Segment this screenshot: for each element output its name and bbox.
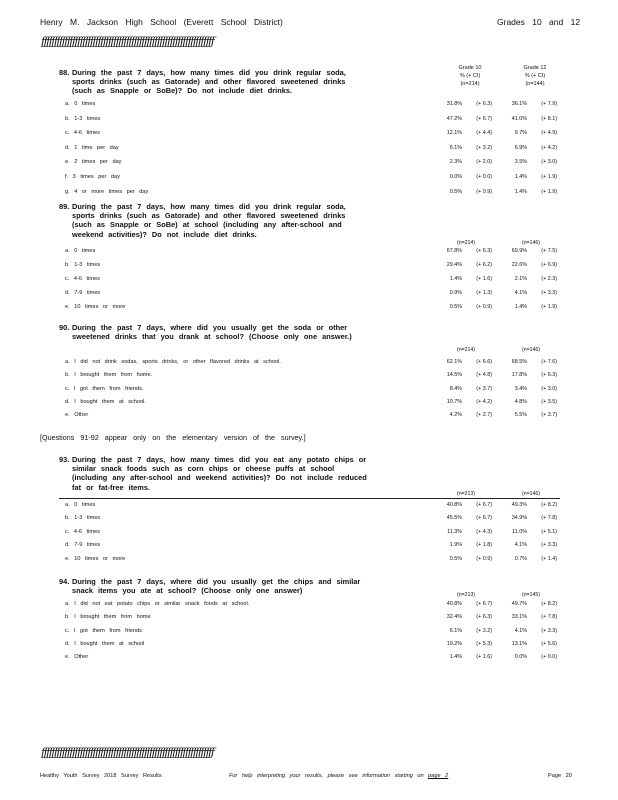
grade12-ci: (+ 3.3) [541, 542, 557, 548]
answer-option-label: d. 1 time per day [65, 145, 119, 151]
grade12-column-header [505, 64, 565, 88]
grade10-percent: 62.1% [446, 359, 462, 365]
grade10-ci: (+ 0.0) [476, 174, 492, 180]
grade10-ci: (+ 6.7) [476, 116, 492, 122]
grade10-ci: (+ 1.6) [476, 654, 492, 660]
grade10-ci: (+ 0.9) [476, 556, 492, 562]
grade10-ci: (+ 3.2) [476, 628, 492, 634]
grade10-ci: (+ 6.3) [476, 614, 492, 620]
grade10-ci: (+ 4.3) [476, 529, 492, 535]
grade10-percent: 0.0% [449, 174, 462, 180]
answer-option-label: e. 2 times per day [65, 159, 122, 165]
answer-option-label: a. 0 times [65, 101, 96, 107]
grade12-ci: (+ 4.9) [541, 130, 557, 136]
grade12-percent: 2.1% [514, 276, 527, 282]
grade10-label: Grade 10 [458, 65, 482, 71]
grade10-percent: 47.2% [446, 116, 462, 122]
answer-option-label: g. 4 or more times per day [65, 189, 149, 195]
grades-header: Grades 10 and 12 [497, 17, 581, 27]
answer-option-label: c. I got them from friends. [65, 386, 144, 392]
grade10-ci: (+ 1.8) [476, 542, 492, 548]
grade12-label: Grade 12 [523, 65, 547, 71]
grade12-ci: (+ 7.9) [541, 101, 557, 107]
grade10-ci: (+ 4.2) [476, 399, 492, 405]
question-94: 94. During the past 7 days, where did you usually get the chips and similar snack items you ate at school? (Choose only one answer) [59, 577, 361, 596]
answer-option-label: e. 10 times or more [65, 304, 126, 310]
grade10-ci: (+ 6.2) [476, 262, 492, 268]
grade12-ci: (+ 7.6) [541, 359, 557, 365]
footer-help-prefix: For help interpreting your results, please see information starting on [229, 773, 424, 779]
grade10-percent: 67.8% [446, 248, 462, 254]
footer-page-link[interactable]: page 2 [428, 773, 449, 779]
grade10-percent: 14.5% [446, 372, 462, 378]
question-89: 89. During the past 7 days, how many times did you drink regular soda, sports drinks (such as Gatorade) and other flavored sweetened drinks (such as Snapple or SoBe) at school (including any after-school and weekend activities)? Do not include diet drinks. [59, 202, 346, 239]
grade10-percent: 0.9% [449, 290, 462, 296]
grade12-ci: (+ 4.2) [541, 145, 557, 151]
answer-option-label: d. I bought them at school. [65, 399, 146, 405]
grade12-ci: (+ 3.0) [541, 159, 557, 165]
grade12-ci: (+ 1.9) [541, 174, 557, 180]
footer-page-number: Page 20 [548, 773, 572, 779]
grade12-ci: (+ 8.2) [541, 601, 557, 607]
grade10-percent: 32.4% [446, 614, 462, 620]
grade12-percent: 3.4% [514, 386, 527, 392]
answer-option-label: b. 1-3 times [65, 116, 101, 122]
grade10-n: (n=214) [460, 81, 480, 87]
grade10-percent: 0.5% [449, 189, 462, 195]
answer-option-label: a. I did not drink sodas, sports drinks, or other flavored drinks at school. [65, 359, 281, 365]
answer-option-label: b. I brought them from home. [65, 372, 153, 378]
question-88: 88. During the past 7 days, how many times did you drink regular soda, sports drinks (such as Gatorade) and other flavored sweetened drinks (such as Snapple or SoBe)? Do not include diet drinks. [59, 68, 346, 96]
q94-n-grade10: (n=213) [457, 592, 476, 598]
grade10-ci: (+ 6.3) [476, 101, 492, 107]
grade12-ci: (+ 8.1) [541, 116, 557, 122]
grade10-percent: 12.1% [446, 130, 462, 136]
grade12-percent: 1.4% [514, 174, 527, 180]
grade12-ci: (+ 8.2) [541, 502, 557, 508]
q93-n-grade12: (n=146) [522, 491, 541, 497]
grade12-percent: 0.7% [514, 556, 527, 562]
grade12-ci: (+ 2.3) [541, 276, 557, 282]
q93-divider [59, 498, 560, 499]
grade10-percent: 11.3% [447, 529, 462, 535]
answer-option-label: d. 7-9 times [65, 290, 101, 296]
grade12-ci: (+ 3.7) [541, 412, 557, 418]
grade12-percent: 22.6% [511, 262, 527, 268]
grade12-ci: (+ 0.0) [541, 654, 557, 660]
grade12-ci: (+ 6.9) [541, 262, 557, 268]
grade12-percent: 68.5% [511, 359, 527, 365]
answer-option-label: b. I brought them from home [65, 614, 151, 620]
grade10-percent: 8.4% [449, 386, 462, 392]
grade12-percent: 11.0% [512, 529, 527, 535]
grade10-stat-label: % (+ CI) [459, 73, 481, 79]
grade10-percent: 31.8% [446, 101, 462, 107]
grade10-ci: (+ 6.3) [476, 248, 492, 254]
grade12-ci: (+ 3.0) [541, 386, 557, 392]
answer-option-label: d. 7-9 times [65, 542, 101, 548]
grade10-ci: (+ 1.6) [476, 276, 492, 282]
grade12-percent: 4.8% [514, 399, 527, 405]
grade12-ci: (+ 3.5) [541, 399, 557, 405]
grade10-ci: (+ 1.3) [476, 290, 492, 296]
grade10-percent: 1.9% [449, 542, 462, 548]
grade12-ci: (+ 6.3) [541, 372, 557, 378]
answer-option-label: c. 4-6 times [65, 130, 100, 136]
answer-option-label: e. 10 times or more [65, 556, 126, 562]
grade10-column-header [440, 64, 500, 88]
answer-option-label: c. 4-6 times [65, 529, 100, 535]
grade10-ci: (+ 4.8) [476, 372, 492, 378]
grade12-percent: 13.1% [511, 641, 527, 647]
question-90: 90. During the past 7 days, where did you usually get the soda or other sweetened drinks that you drank at school? (Choose only one answer.) [59, 323, 352, 342]
answer-option-label: a. 0 times [65, 248, 96, 254]
answer-option-label: b. 1-3 times [65, 515, 101, 521]
grade12-percent: 17.8% [511, 372, 527, 378]
grade12-percent: 3.5% [514, 159, 527, 165]
grade10-ci: (+ 5.3) [476, 641, 492, 647]
grade12-percent: 33.1% [511, 614, 527, 620]
grade12-percent: 69.9% [511, 248, 527, 254]
answer-option-label: a. 0 times [65, 502, 96, 508]
grade10-percent: 0.5% [449, 304, 462, 310]
grade10-percent: 45.5% [446, 515, 462, 521]
grade12-percent: 4.1% [514, 628, 527, 634]
grade12-ci: (+ 1.9) [541, 189, 557, 195]
grade12-stat-label: % (+ CI) [524, 73, 546, 79]
grade12-ci: (+ 7.5) [541, 248, 557, 254]
survey-note: [Questions 91-92 appear only on the elementary version of the survey.] [40, 433, 306, 442]
footer-help-text [229, 773, 448, 779]
grade12-n: (n=144) [525, 81, 545, 87]
grade12-percent: 49.3% [511, 502, 527, 508]
answer-option-label: f. 3 times per day [65, 174, 120, 180]
grade12-ci: (+ 3.3) [541, 628, 557, 634]
question-93: 93. During the past 7 days, how many times did you eat any potato chips or similar snack foods such as corn chips or cheese puffs at school (including any after-school and weekend activities)? Do not include reduced fat or fat-free items. [59, 455, 367, 492]
footer-survey-title: Healthy Youth Survey 2018 Survey Results [40, 773, 162, 779]
q93-n-grade10: (n=213) [457, 491, 476, 497]
q89-n-grade12: (n=146) [522, 240, 541, 246]
answer-option-label: a. I did not eat potato chips or similar snack foods at school. [65, 601, 250, 607]
grade10-ci: (+ 2.0) [476, 159, 492, 165]
grade10-ci: (+ 3.2) [476, 145, 492, 151]
grade12-percent: 1.4% [514, 189, 527, 195]
grade10-ci: (+ 3.7) [476, 386, 492, 392]
grade10-ci: (+ 0.9) [476, 304, 492, 310]
grade12-ci: (+ 1.9) [541, 304, 557, 310]
grade10-ci: (+ 0.9) [476, 189, 492, 195]
grade12-ci: (+ 5.1) [541, 529, 557, 535]
grade12-percent: 9.7% [514, 130, 527, 136]
grade10-ci: (+ 6.7) [476, 515, 492, 521]
grade12-ci: (+ 7.8) [541, 515, 557, 521]
grade10-ci: (+ 2.7) [476, 412, 492, 418]
grade10-percent: 10.7% [446, 399, 462, 405]
grade12-percent: 5.5% [514, 412, 527, 418]
grade10-ci: (+ 6.7) [476, 601, 492, 607]
grade12-ci: (+ 1.4) [541, 556, 557, 562]
q94-n-grade12: (n=145) [522, 592, 541, 598]
q90-n-grade12: (n=146) [522, 347, 541, 353]
grade12-percent: 49.7% [511, 601, 527, 607]
grade10-ci: (+ 6.6) [476, 359, 492, 365]
grade10-percent: 1.4% [449, 654, 462, 660]
grade12-percent: 6.9% [514, 145, 527, 151]
grade12-percent: 36.1% [511, 101, 527, 107]
answer-option-label: b. 1-3 times [65, 262, 101, 268]
school-header: Henry M. Jackson High School (Everett School District) [40, 17, 283, 27]
grade12-ci: (+ 7.8) [541, 614, 557, 620]
grade10-percent: 0.5% [449, 556, 462, 562]
grade10-percent: 4.2% [449, 412, 462, 418]
q90-n-grade10: (n=214) [457, 347, 476, 353]
answer-option-label: e. Other [65, 412, 89, 418]
grade10-ci: (+ 6.7) [476, 502, 492, 508]
answer-option-label: d. I bought them at school [65, 641, 145, 647]
answer-option-label: e. Other [65, 654, 89, 660]
grade10-percent: 1.4% [449, 276, 462, 282]
grade12-percent: 41.0% [511, 116, 527, 122]
grade12-percent: 34.9% [511, 515, 527, 521]
grade12-percent: 1.4% [514, 304, 527, 310]
grade12-ci: (+ 3.3) [541, 290, 557, 296]
grade12-ci: (+ 5.6) [541, 641, 557, 647]
grade10-percent: 2.3% [449, 159, 462, 165]
answer-option-label: c. 4-6 times [65, 276, 100, 282]
grade10-percent: 29.4% [446, 262, 462, 268]
grade12-percent: 4.1% [514, 290, 527, 296]
grade10-ci: (+ 4.4) [476, 130, 492, 136]
grade12-percent: 0.0% [514, 654, 527, 660]
answer-option-label: c. I got them from friends [65, 628, 142, 634]
grade10-percent: 19.2% [446, 641, 462, 647]
top-divider: ƒƒƒƒƒƒƒƒƒƒƒƒƒƒƒƒƒƒƒƒƒƒƒƒƒƒƒƒƒƒƒƒƒƒƒƒƒƒƒƒƒƒƒƒƒƒƒƒƒƒƒƒƒƒƒƒƒƒƒƒƒƒƒƒƒƒƒ [41, 36, 214, 48]
grade10-percent: 6.1% [449, 628, 462, 634]
grade10-percent: 40.8% [446, 601, 462, 607]
bottom-divider: ƒƒƒƒƒƒƒƒƒƒƒƒƒƒƒƒƒƒƒƒƒƒƒƒƒƒƒƒƒƒƒƒƒƒƒƒƒƒƒƒƒƒƒƒƒƒƒƒƒƒƒƒƒƒƒƒƒƒƒƒƒƒƒƒƒƒƒ [41, 747, 214, 759]
grade10-percent: 6.1% [449, 145, 462, 151]
grade10-percent: 40.8% [446, 502, 462, 508]
q89-n-grade10: (n=214) [457, 240, 476, 246]
grade12-percent: 4.1% [514, 542, 527, 548]
